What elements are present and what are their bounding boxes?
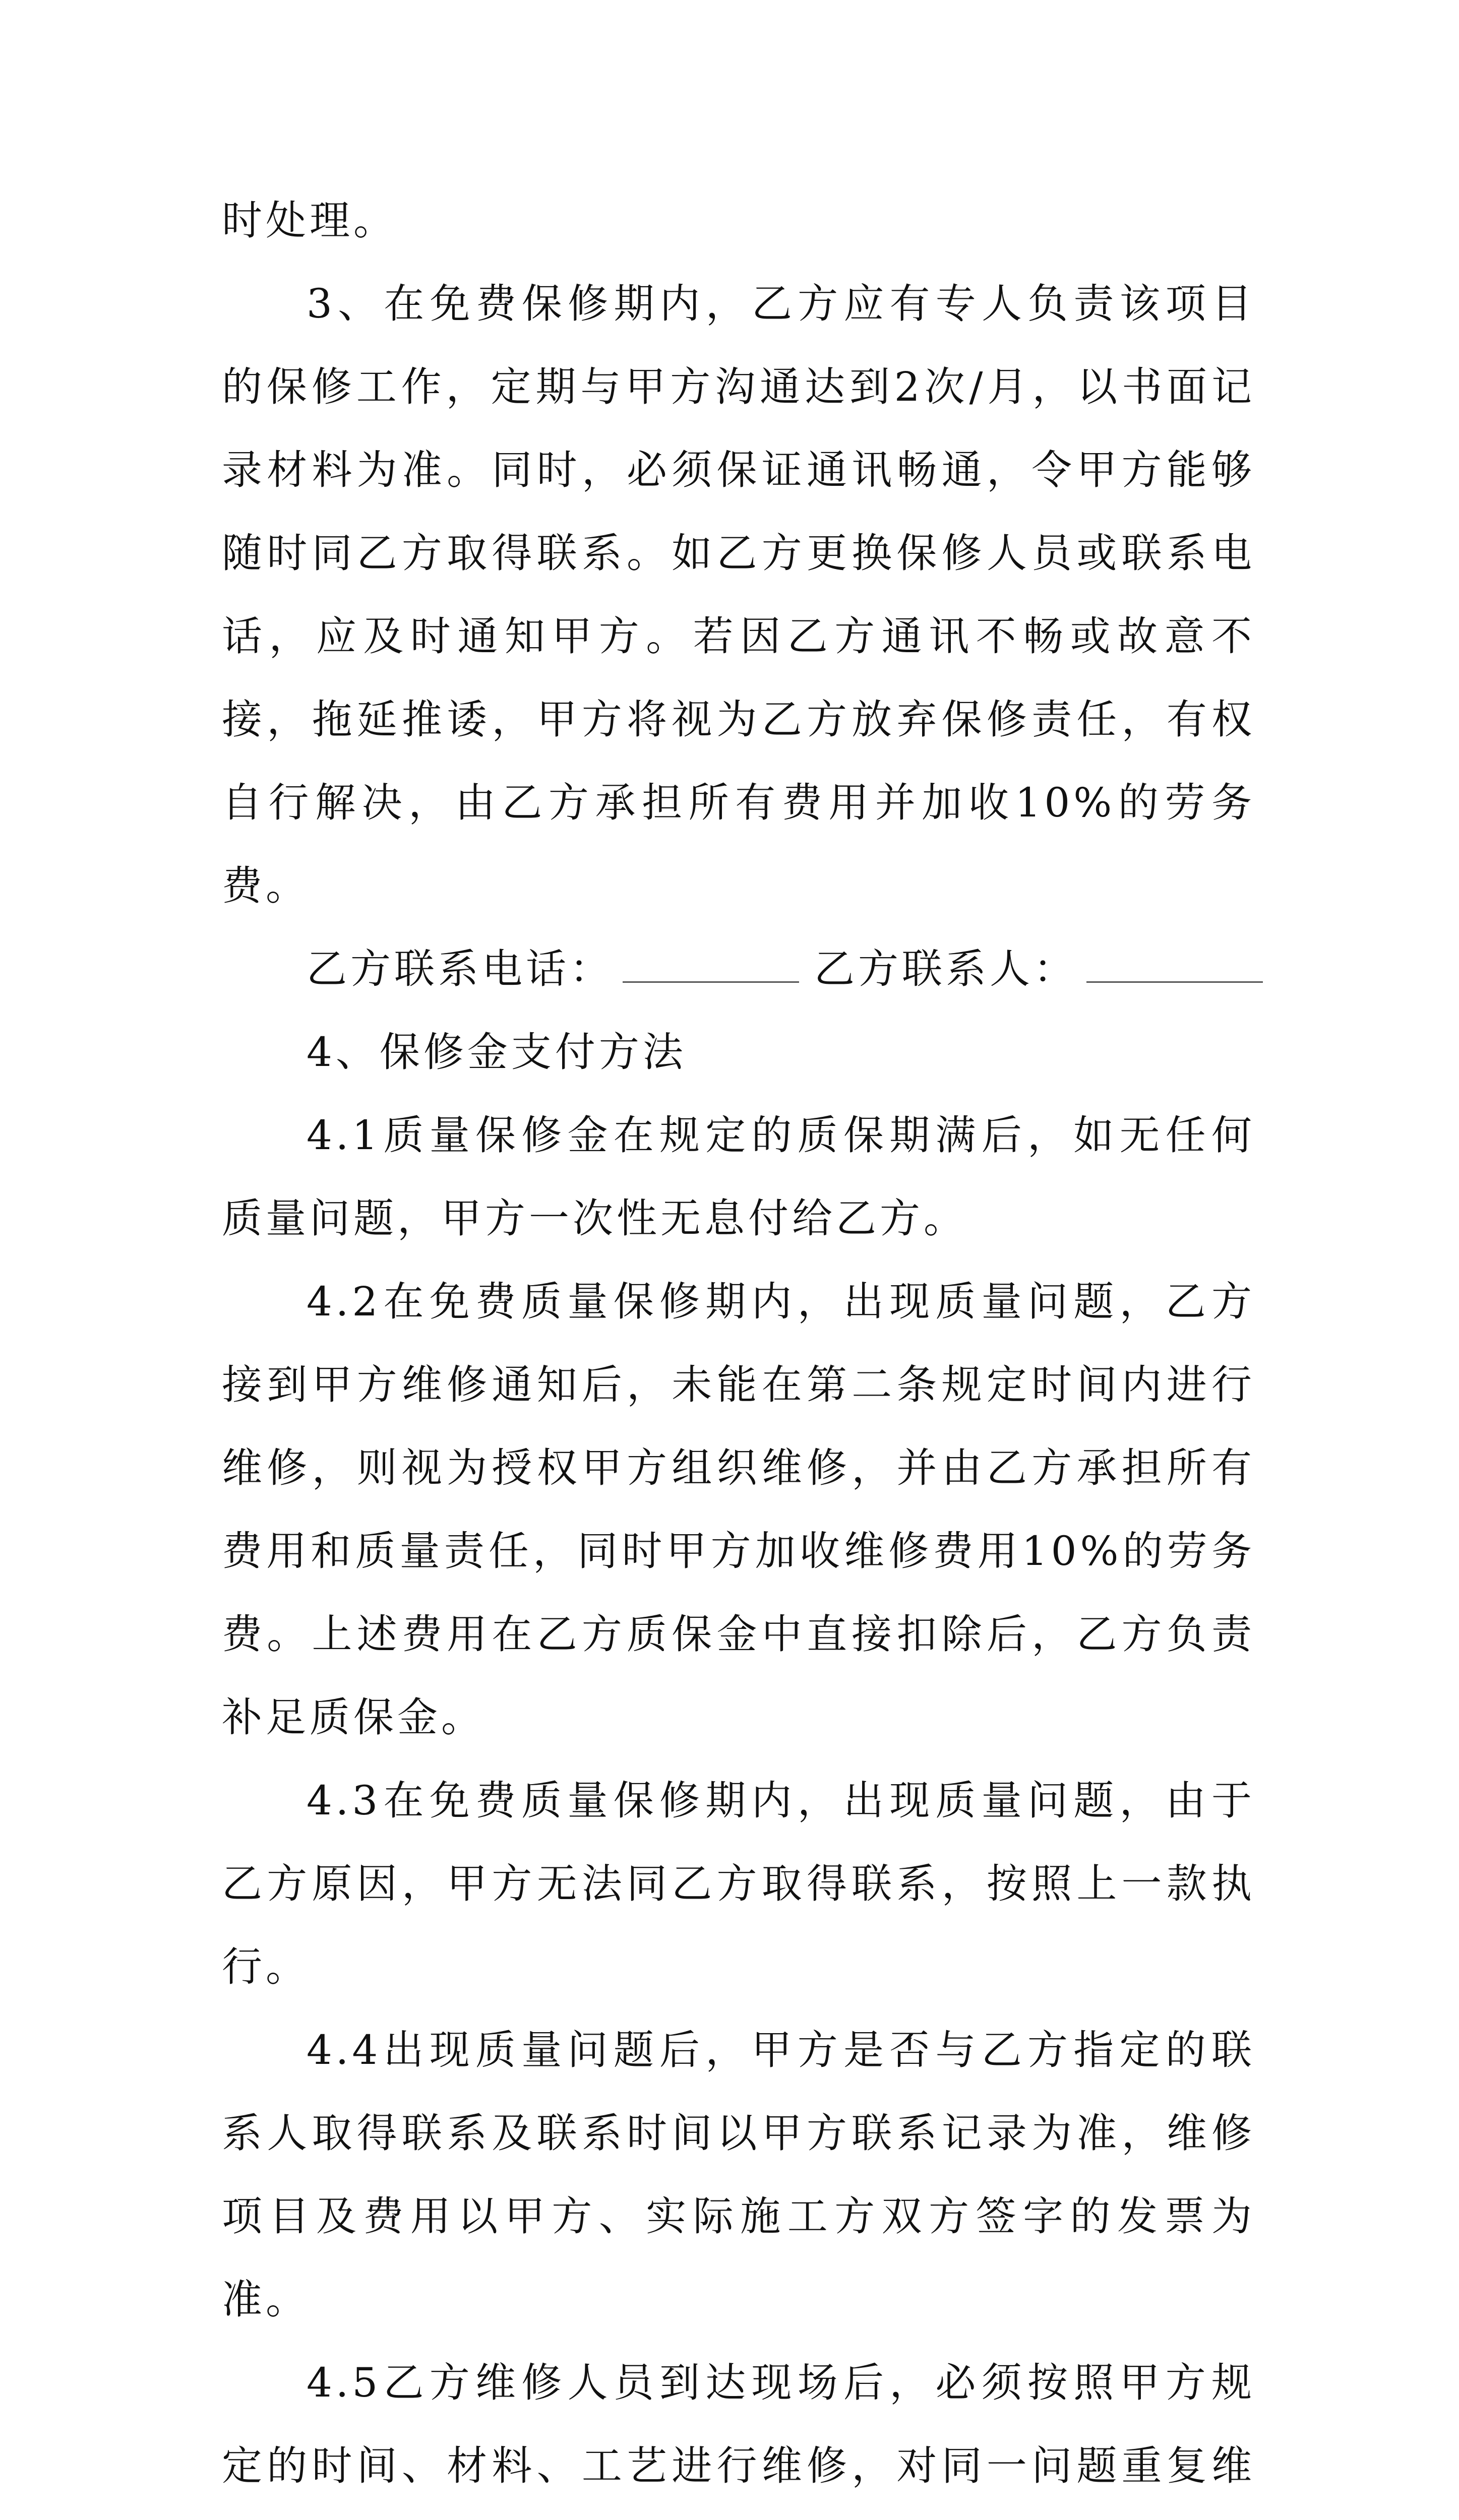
paragraph-4-5: 4.5乙方维修人员到达现场后，必须按照甲方规定的时间、材料、工艺进行维修，对同一问题重复维 — [222, 2359, 1255, 2489]
contact-person-label: 乙方联系人： — [814, 946, 1077, 992]
paragraph-4-1: 4.1质量保修金在规定的质保期满后，如无任何质量问题，甲方一次性无息付给乙方。 — [222, 1112, 1255, 1242]
paragraph-4-4: 4.4出现质量问题后，甲方是否与乙方指定的联系人取得联系及联系时间以甲方联系记录为准，维修项目及费用以甲方、实际施工方双方签字的发票为准。 — [222, 2027, 1255, 2323]
contact-person-blank-line — [1086, 951, 1263, 983]
paragraph-continuation: 时处理。 — [222, 197, 397, 244]
document-body — [222, 179, 1255, 2520]
contact-line — [222, 927, 1255, 1011]
section-heading-4: 4、保修金支付方法 — [307, 1029, 687, 1076]
phone-label: 乙方联系电话： — [307, 946, 614, 992]
paragraph-4-3: 4.3在免费质量保修期内，出现质量问题，由于乙方原因，甲方无法同乙方取得联系，按照上一款执行。 — [222, 1777, 1255, 1990]
phone-blank-line — [623, 951, 799, 983]
paragraph-4-2: 4.2在免费质量保修期内，出现质量问题，乙方接到甲方维修通知后，未能在第二条规定时间内进行维修，则视为授权甲方组织维修，并由乙方承担所有费用和质量责任，同时甲方加收维修费用10%的劳务费。上述费用在乙方质保金中直接扣除后，乙方负责补足质保金。 — [222, 1278, 1255, 1741]
paragraph-clause-3: 3、在免费保修期内，乙方应有专人负责该项目的保修工作，定期与甲方沟通达到2次/月，以书面记录材料为准。同时，必须保证通讯畅通，令甲方能够随时同乙方取得联系。如乙方更换保修人员或联系电话，应及时通知甲方。若因乙方通讯不畅或故意不接，拖延推诿，甲方将视为乙方放弃保修责任，有权自行解决，由乙方承担所有费用并加收10%的劳务费。 — [222, 280, 1255, 909]
